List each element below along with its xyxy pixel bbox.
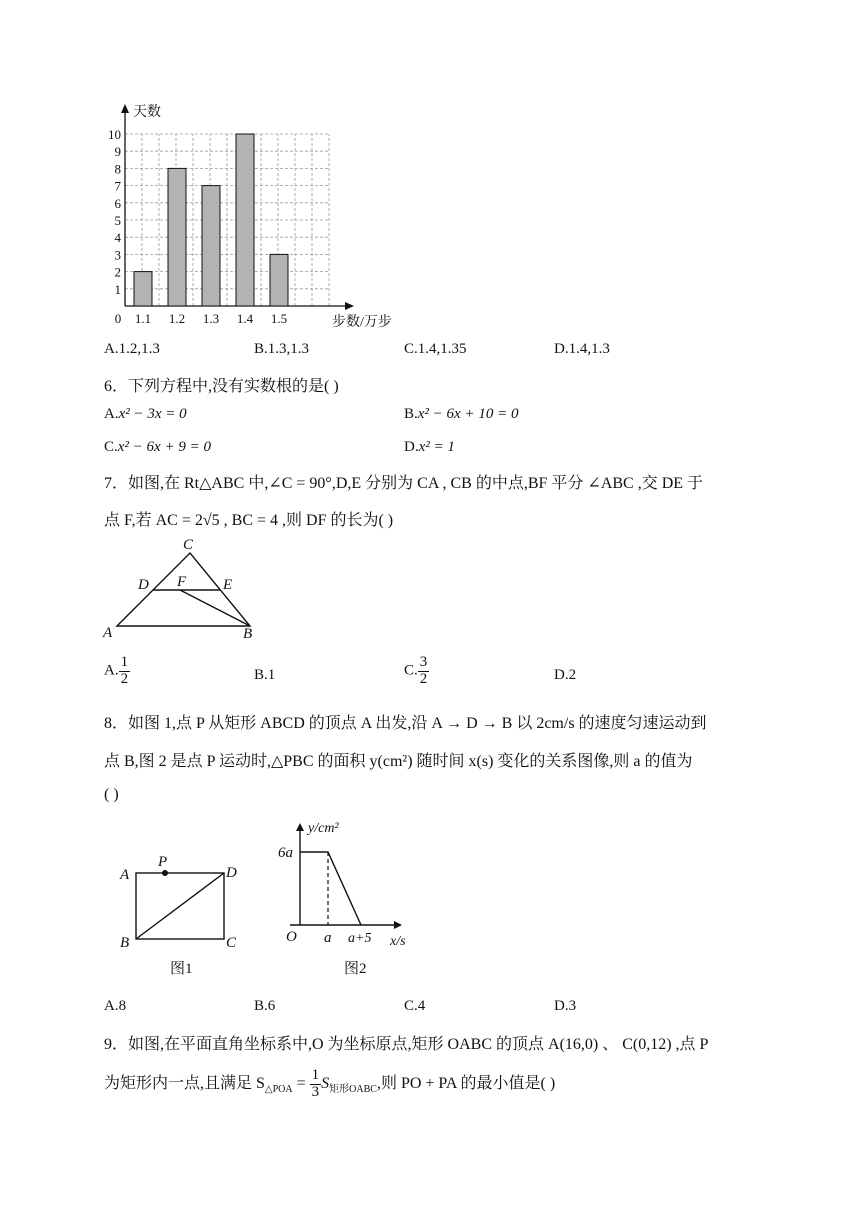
y-tick-label: 4 bbox=[114, 230, 121, 246]
step-count-bar-chart bbox=[95, 95, 405, 335]
area-function-line bbox=[300, 852, 361, 925]
q5-option-a: A.1.2,1.3 bbox=[104, 341, 160, 357]
fraction-denominator: 2 bbox=[419, 670, 428, 687]
origin-label: O bbox=[286, 929, 297, 945]
q6-option-c-equation: x² − 6x + 9 = 0 bbox=[117, 439, 211, 455]
q6-option-d-equation: x² = 1 bbox=[418, 439, 455, 455]
chart-grid bbox=[125, 134, 330, 306]
q8-option-a: A.8 bbox=[104, 998, 127, 1014]
q9-equals: = bbox=[292, 1074, 310, 1092]
label-d: D bbox=[226, 865, 237, 881]
q6-option-a-prefix: A. bbox=[104, 406, 119, 422]
x-axis-arrow bbox=[394, 921, 402, 929]
q6-option-c-prefix: C. bbox=[104, 439, 118, 455]
q9-stem-line2 bbox=[104, 1068, 555, 1101]
label-b: B bbox=[243, 626, 253, 642]
q9-subscript-poa: △POA bbox=[264, 1084, 293, 1096]
y-tick-label: 1 bbox=[114, 281, 121, 297]
q7-option-b: B.1 bbox=[254, 667, 276, 683]
y-axis-arrow bbox=[121, 104, 129, 113]
q7-option-a bbox=[104, 655, 130, 688]
fraction-numerator: 1 bbox=[120, 654, 129, 670]
y-axis-title: 天数 bbox=[133, 105, 161, 120]
x-tick-a: a bbox=[324, 930, 332, 946]
point-p bbox=[162, 870, 168, 876]
q7-stem-line2: 点 F,若 AC = 2√5 , BC = 4 ,则 DF 的长为( ) bbox=[104, 512, 394, 529]
q6-option-a bbox=[104, 406, 187, 423]
y-tick-label: 6 bbox=[114, 195, 121, 211]
label-f: F bbox=[177, 574, 187, 590]
q8-figure-2-graph bbox=[280, 815, 425, 985]
x-tick-label: 1.2 bbox=[168, 311, 186, 326]
fraction-denominator: 3 bbox=[311, 1083, 320, 1100]
x-tick-label: 1.3 bbox=[202, 311, 220, 326]
label-c: C bbox=[226, 935, 237, 951]
bar-1.3 bbox=[202, 186, 220, 306]
y-tick-label: 5 bbox=[114, 213, 121, 228]
origin-label: 0 bbox=[114, 311, 122, 326]
q6-stem: 6．下列方程中,没有实数根的是( ) bbox=[104, 378, 339, 395]
segment-bf bbox=[180, 590, 250, 626]
q6-option-c bbox=[104, 439, 211, 456]
q9-area-symbol: S bbox=[321, 1074, 330, 1092]
q5-option-b: B.1.3,1.3 bbox=[254, 341, 310, 357]
x-tick-label: 1.1 bbox=[134, 311, 152, 326]
label-c: C bbox=[183, 537, 194, 553]
q8-figure-1-rectangle bbox=[110, 848, 250, 983]
x-tick-label: 1.4 bbox=[236, 311, 254, 326]
x-axis-label: x/s bbox=[390, 934, 406, 949]
q9-stem-line1: 9．如图,在平面直角坐标系中,O 为坐标原点,矩形 OABC 的顶点 A(16,0) 、 C(0,12) ,点 P bbox=[104, 1036, 709, 1053]
q8-stem-line1: 8．如图 1,点 P 从矩形 ABCD 的顶点 A 出发,沿 A → D → B 以 2cm/s 的速度匀速运动到 bbox=[104, 715, 707, 732]
figure-2-caption: 图2 bbox=[344, 961, 367, 977]
q7-option-c bbox=[404, 655, 429, 688]
q5-option-c: C.1.4,1.35 bbox=[404, 341, 467, 357]
q8-stem-line3: ( ) bbox=[104, 786, 119, 803]
fraction-three-halves bbox=[418, 655, 430, 688]
q8-option-b: B.6 bbox=[254, 998, 276, 1014]
q9-line2-suffix: ,则 PO + PA 的最小值是( ) bbox=[376, 1074, 556, 1092]
q5-option-d: D.1.4,1.3 bbox=[554, 341, 610, 357]
y-tick-label: 7 bbox=[114, 178, 121, 194]
figure-1-caption: 图1 bbox=[170, 961, 193, 977]
fraction-denominator: 2 bbox=[120, 670, 129, 687]
y-tick-label: 2 bbox=[114, 264, 121, 280]
q6-option-a-equation: x² − 3x = 0 bbox=[118, 406, 187, 422]
x-axis-arrow bbox=[345, 302, 354, 310]
fraction-one-third bbox=[310, 1068, 322, 1101]
y-axis-label: y/cm² bbox=[308, 821, 339, 836]
q7-triangle-figure bbox=[100, 538, 270, 643]
bar-1.5 bbox=[270, 254, 288, 306]
q8-stem-line2: 点 B,图 2 是点 P 运动时,△PBC 的面积 y(cm²) 随时间 x(s) 变化的关系图像,则 a 的值为 bbox=[104, 753, 693, 770]
q7-option-c-prefix: C. bbox=[404, 662, 418, 679]
q6-option-b bbox=[404, 406, 518, 423]
q6-option-b-prefix: B. bbox=[404, 406, 418, 422]
label-d: D bbox=[138, 577, 149, 593]
bar-1.4 bbox=[236, 134, 254, 306]
label-a: A bbox=[120, 867, 130, 883]
q9-subscript-rect: 矩形OABC bbox=[329, 1084, 377, 1096]
y-axis-arrow bbox=[296, 823, 304, 831]
label-b: B bbox=[120, 935, 130, 951]
label-a: A bbox=[103, 625, 113, 641]
x-tick-label: 1.5 bbox=[270, 311, 288, 326]
q7-option-d: D.2 bbox=[554, 667, 577, 683]
fraction-numerator: 3 bbox=[419, 654, 428, 670]
bar-1.2 bbox=[168, 168, 186, 306]
q8-option-d: D.3 bbox=[554, 998, 577, 1014]
label-p: P bbox=[158, 854, 168, 870]
x-axis-title: 步数/万步 bbox=[332, 315, 392, 330]
y-tick-label: 10 bbox=[108, 127, 121, 142]
y-tick-label: 3 bbox=[114, 247, 121, 263]
q9-line2-prefix: 为矩形内一点,且满足 S bbox=[104, 1074, 265, 1092]
y-tick-label: 9 bbox=[114, 144, 121, 160]
fraction-one-half bbox=[119, 655, 131, 688]
fraction-numerator: 1 bbox=[311, 1067, 320, 1083]
q6-option-d bbox=[404, 439, 455, 456]
q6-option-d-prefix: D. bbox=[404, 439, 419, 455]
x-tick-a-plus-5: a+5 bbox=[348, 931, 372, 946]
y-value-label: 6a bbox=[278, 845, 293, 861]
q7-stem-line1: 7．如图,在 Rt△ABC 中,∠C = 90°,D,E 分别为 CA , CB 的中点,BF 平分 ∠ABC ,交 DE 于 bbox=[104, 475, 704, 492]
q7-option-a-prefix: A. bbox=[104, 662, 119, 679]
q6-option-b-equation: x² − 6x + 10 = 0 bbox=[417, 406, 519, 422]
bar-1.1 bbox=[134, 272, 152, 306]
y-tick-label: 8 bbox=[114, 161, 121, 177]
diagonal-bd bbox=[136, 873, 224, 939]
label-e: E bbox=[223, 577, 233, 593]
q8-option-c: C.4 bbox=[404, 998, 426, 1014]
